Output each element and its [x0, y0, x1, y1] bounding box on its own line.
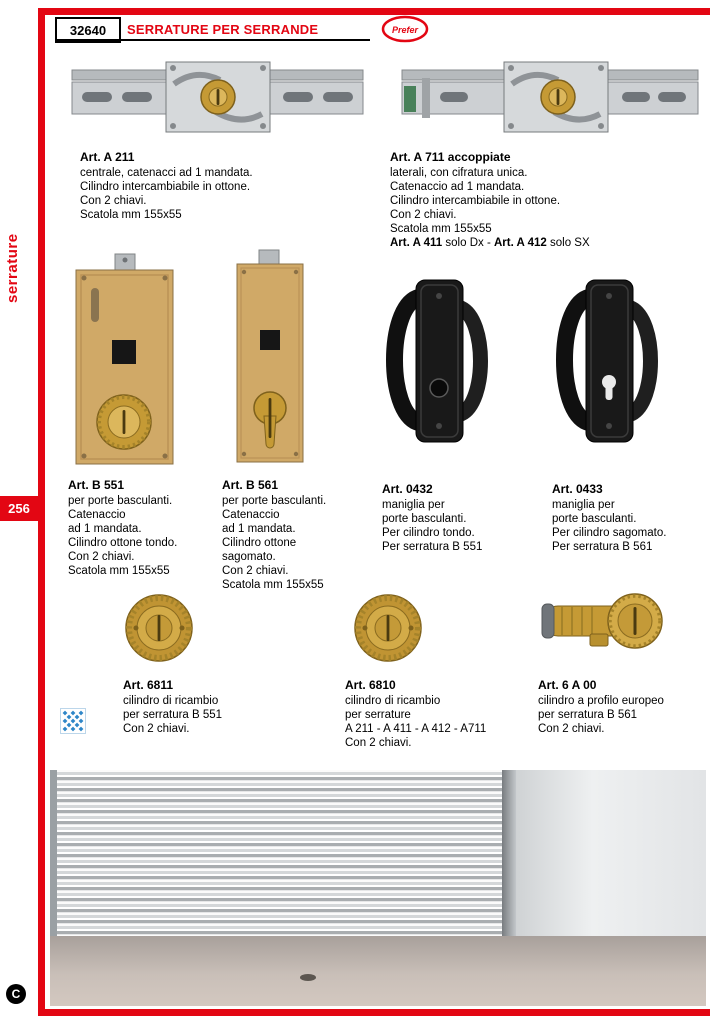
product-desc-line: Catenaccio: [222, 509, 280, 521]
product-desc-line: Per serratura B 561: [552, 541, 653, 553]
top-red-bar: [45, 8, 710, 15]
section-side-label: serrature: [4, 233, 21, 303]
page-number-badge: 256: [0, 496, 38, 521]
product-image-a711: [400, 52, 700, 142]
product-desc-line: cilindro di ricambio: [345, 695, 441, 707]
product-desc-line: Scatola mm 155x55: [80, 209, 182, 221]
product-art-b561: Art. B 561: [222, 478, 279, 492]
product-desc-line: maniglia per: [382, 499, 445, 511]
certification-pattern-icon: [60, 708, 86, 734]
product-desc-line: Cilindro ottone tondo.: [68, 537, 178, 549]
product-art-0433: Art. 0433: [552, 482, 603, 496]
product-desc-line: Scatola mm 155x55: [222, 579, 324, 591]
product-desc-line: ad 1 mandata.: [222, 523, 296, 535]
product-desc-line: Con 2 chiavi.: [80, 195, 147, 207]
product-desc-line: sagomato.: [222, 551, 276, 563]
drain-mark: [300, 974, 316, 981]
product-image-b561: [228, 248, 313, 466]
product-image-6811: [123, 592, 195, 664]
product-desc-line: Per serratura B 551: [382, 541, 483, 553]
variant-art: Art. A 412: [493, 237, 547, 249]
product-desc-line: Cilindro ottone: [222, 537, 297, 549]
copyright-letter: C: [11, 987, 21, 1001]
product-art-b551: Art. B 551: [68, 478, 125, 492]
product-desc-line: Con 2 chiavi.: [390, 209, 457, 221]
brand-logo-icon: [381, 15, 429, 43]
product-desc-line: cilindro di ricambio: [123, 695, 219, 707]
copyright-mark: [6, 984, 26, 1004]
product-art-6811: Art. 6811: [123, 678, 174, 692]
product-desc-line: Con 2 chiavi.: [68, 551, 135, 563]
product-desc-line: Con 2 chiavi.: [123, 723, 190, 735]
product-desc-line: Per cilindro sagomato.: [552, 527, 667, 539]
product-desc-line: Per cilindro tondo.: [382, 527, 475, 539]
product-desc-line: porte basculanti.: [382, 513, 467, 525]
product-desc-line: Catenaccio: [68, 509, 126, 521]
product-desc-line: Scatola mm 155x55: [390, 223, 492, 235]
brand-logo-text: Prefer: [391, 25, 419, 35]
product-image-a211: [70, 52, 365, 142]
product-art-0432: Art. 0432: [382, 482, 433, 496]
product-image-6810: [352, 592, 424, 664]
product-desc-line: Cilindro intercambiabile in ottone.: [80, 181, 251, 193]
product-image-0432: [383, 270, 495, 450]
product-text-6811: [123, 678, 298, 736]
product-desc-line: centrale, catenacci ad 1 mandata.: [80, 167, 253, 179]
product-desc-line: laterali, con cifratura unica.: [390, 167, 528, 179]
product-text-0433: [552, 482, 717, 554]
product-text-6a00: [538, 678, 718, 736]
product-image-6a00: [538, 590, 663, 652]
product-desc-line: porte basculanti.: [552, 513, 637, 525]
product-art-a711: Art. A 711 accoppiate: [390, 150, 511, 164]
product-desc-line: Con 2 chiavi.: [222, 565, 289, 577]
product-desc-line: Con 2 chiavi.: [345, 737, 412, 749]
bottom-red-bar: [45, 1009, 710, 1016]
left-red-bar: [38, 8, 45, 1016]
variant-art: Art. A 411: [390, 237, 443, 249]
shutter-photo: [50, 770, 706, 1006]
product-desc-line: per porte basculanti.: [68, 495, 173, 507]
shutter-guide-rail: [502, 770, 516, 942]
product-text-b561: [222, 478, 372, 592]
ground-pavement: [50, 936, 706, 1006]
product-text-a211: [80, 150, 370, 222]
product-desc-line: per serratura B 561: [538, 709, 638, 721]
product-art-a211: Art. A 211: [80, 150, 135, 164]
roller-shutter-slats: [50, 770, 509, 936]
article-code: 32640: [69, 22, 107, 38]
wall-panel: [516, 770, 706, 944]
header-underline: [55, 39, 370, 41]
product-text-b551: [68, 478, 218, 578]
product-art-6a00: Art. 6 A 00: [538, 678, 597, 692]
product-desc-line: maniglia per: [552, 499, 615, 511]
product-text-6810: [345, 678, 535, 750]
product-desc-line: per serratura B 551: [123, 709, 223, 721]
product-text-0432: [382, 482, 542, 554]
product-desc-line: ad 1 mandata.: [68, 523, 142, 535]
product-art-6810: Art. 6810: [345, 678, 396, 692]
product-desc-line: Con 2 chiavi.: [538, 723, 605, 735]
product-desc-line: cilindro a profilo europeo: [538, 695, 664, 707]
product-text-a711: [390, 150, 710, 250]
product-desc-line: per serrature: [345, 709, 411, 721]
page-title: SERRATURE PER SERRANDE: [127, 22, 319, 37]
product-desc-line: Cilindro intercambiabile in ottone.: [390, 195, 561, 207]
product-image-b551: [62, 252, 187, 467]
variant-text: solo Dx -: [442, 237, 494, 249]
product-image-0433: [553, 270, 665, 450]
product-desc-line: Catenaccio ad 1 mandata.: [390, 181, 525, 193]
product-desc-line: Scatola mm 155x55: [68, 565, 170, 577]
variant-text: solo SX: [546, 237, 590, 249]
product-desc-line: per porte basculanti.: [222, 495, 327, 507]
product-desc-line: A 211 - A 411 - A 412 - A711: [345, 723, 487, 735]
product-variants-line: [390, 236, 710, 250]
